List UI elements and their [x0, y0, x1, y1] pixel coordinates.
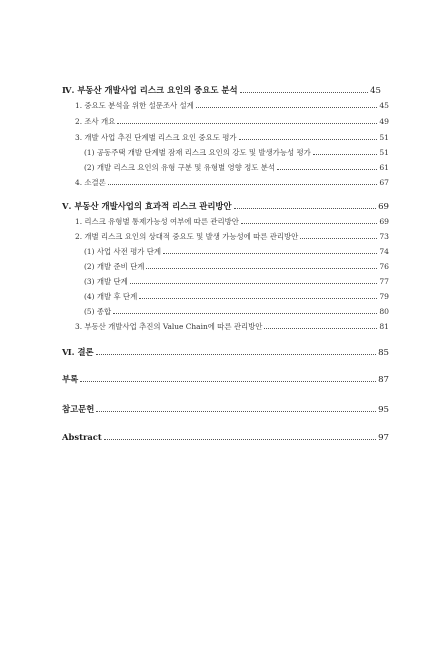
toc-entry[interactable]: [0, 306, 437, 317]
abstract-title: Abstract: [62, 432, 102, 442]
toc-entry[interactable]: [0, 147, 437, 158]
toc-entry[interactable]: [0, 216, 437, 227]
chapter-title: Ⅳ. 부동산 개발사업 리스크 요인의 중요도 분석: [62, 85, 238, 95]
toc-chapter-6-heading[interactable]: [0, 346, 437, 358]
toc-entry[interactable]: [0, 231, 437, 242]
leader-dots: [277, 169, 377, 170]
page-number: 81: [379, 322, 389, 331]
page-number: 80: [379, 307, 389, 316]
page-number: 49: [379, 117, 389, 126]
toc-entry[interactable]: [0, 132, 437, 143]
leader-dots: [113, 313, 377, 314]
leader-dots: [196, 107, 378, 108]
leader-dots: [139, 298, 377, 299]
toc-entry[interactable]: [0, 261, 437, 272]
toc-appendix-heading[interactable]: [0, 373, 437, 385]
leader-dots: [96, 411, 376, 412]
toc-entry[interactable]: [0, 246, 437, 257]
entry-label: (3) 개발 단계: [84, 277, 128, 286]
toc-entry[interactable]: [0, 162, 437, 173]
entry-label: 3. 개발 사업 추진 단계별 리스크 요인 중요도 평가: [75, 133, 237, 142]
leader-dots: [130, 283, 378, 284]
page-number: 76: [379, 262, 389, 271]
entry-label: 2. 조사 개요: [75, 117, 116, 126]
leader-dots: [163, 253, 377, 254]
leader-dots: [80, 381, 376, 382]
appendix-title: 부록: [62, 374, 79, 384]
entry-label: 4. 소결론: [75, 178, 106, 187]
leader-dots: [108, 184, 378, 185]
toc-entry[interactable]: [0, 291, 437, 302]
page-number: 69: [378, 202, 389, 212]
leader-dots: [240, 92, 369, 93]
toc-entry[interactable]: [0, 276, 437, 287]
toc-entry[interactable]: [0, 177, 437, 188]
page-number: 45: [370, 86, 381, 96]
toc-entry[interactable]: [0, 100, 437, 111]
leader-dots: [313, 154, 378, 155]
entry-label: (1) 공동주택 개발 단계별 잠재 리스크 요인의 강도 및 발생가능성 평가: [84, 148, 311, 157]
chapter-title: Ⅵ. 결론: [62, 347, 94, 357]
toc-references-heading[interactable]: [0, 403, 437, 415]
page-number: 51: [379, 133, 389, 142]
leader-dots: [234, 208, 376, 209]
page-number: 74: [379, 247, 389, 256]
toc-entry[interactable]: [0, 321, 437, 332]
leader-dots: [104, 439, 376, 440]
page-number: 51: [379, 148, 389, 157]
page-number: 87: [378, 375, 389, 385]
toc-entry[interactable]: [0, 116, 437, 127]
page-number: 77: [379, 277, 389, 286]
toc-abstract-heading[interactable]: [0, 432, 437, 443]
leader-dots: [96, 354, 376, 355]
chapter-title: Ⅴ. 부동산 개발사업의 효과적 리스크 관리방안: [62, 201, 232, 211]
page-number: 79: [379, 292, 389, 301]
page-number: 45: [379, 101, 389, 110]
leader-dots: [300, 238, 377, 239]
page-number: 67: [379, 178, 389, 187]
entry-label: (4) 개발 후 단계: [84, 292, 138, 301]
leader-dots: [239, 139, 378, 140]
leader-dots: [264, 328, 377, 329]
page-number: 95: [378, 405, 389, 415]
toc-chapter-5-heading[interactable]: [0, 200, 437, 212]
references-title: 참고문헌: [62, 404, 95, 414]
leader-dots: [146, 268, 377, 269]
entry-label: 2. 개별 리스크 요인의 상대적 중요도 및 발생 가능성에 따른 관리방안: [75, 232, 299, 241]
entry-label: (5) 종합: [84, 307, 112, 316]
toc-chapter-4-heading[interactable]: [0, 84, 437, 96]
entry-label: 3. 부동산 개발사업 추진의 Value Chain에 따른 관리방안: [75, 322, 263, 331]
entry-label: (2) 개발 준비 단계: [84, 262, 145, 271]
entry-label: (2) 개발 리스크 요인의 유형 구분 및 유형별 영향 정도 분석: [84, 163, 276, 172]
page-number: 69: [379, 217, 389, 226]
leader-dots: [241, 223, 377, 224]
entry-label: (1) 사업 사전 평가 단계: [84, 247, 161, 256]
entry-label: 1. 리스크 유형별 통제가능성 여부에 따른 관리방안: [75, 217, 239, 226]
page-number: 61: [379, 163, 389, 172]
entry-label: 1. 중요도 분석을 위한 설문조사 설계: [75, 101, 194, 110]
page-number: 73: [379, 232, 389, 241]
leader-dots: [117, 123, 377, 124]
page-number: 97: [378, 433, 389, 443]
page-number: 85: [378, 348, 389, 358]
